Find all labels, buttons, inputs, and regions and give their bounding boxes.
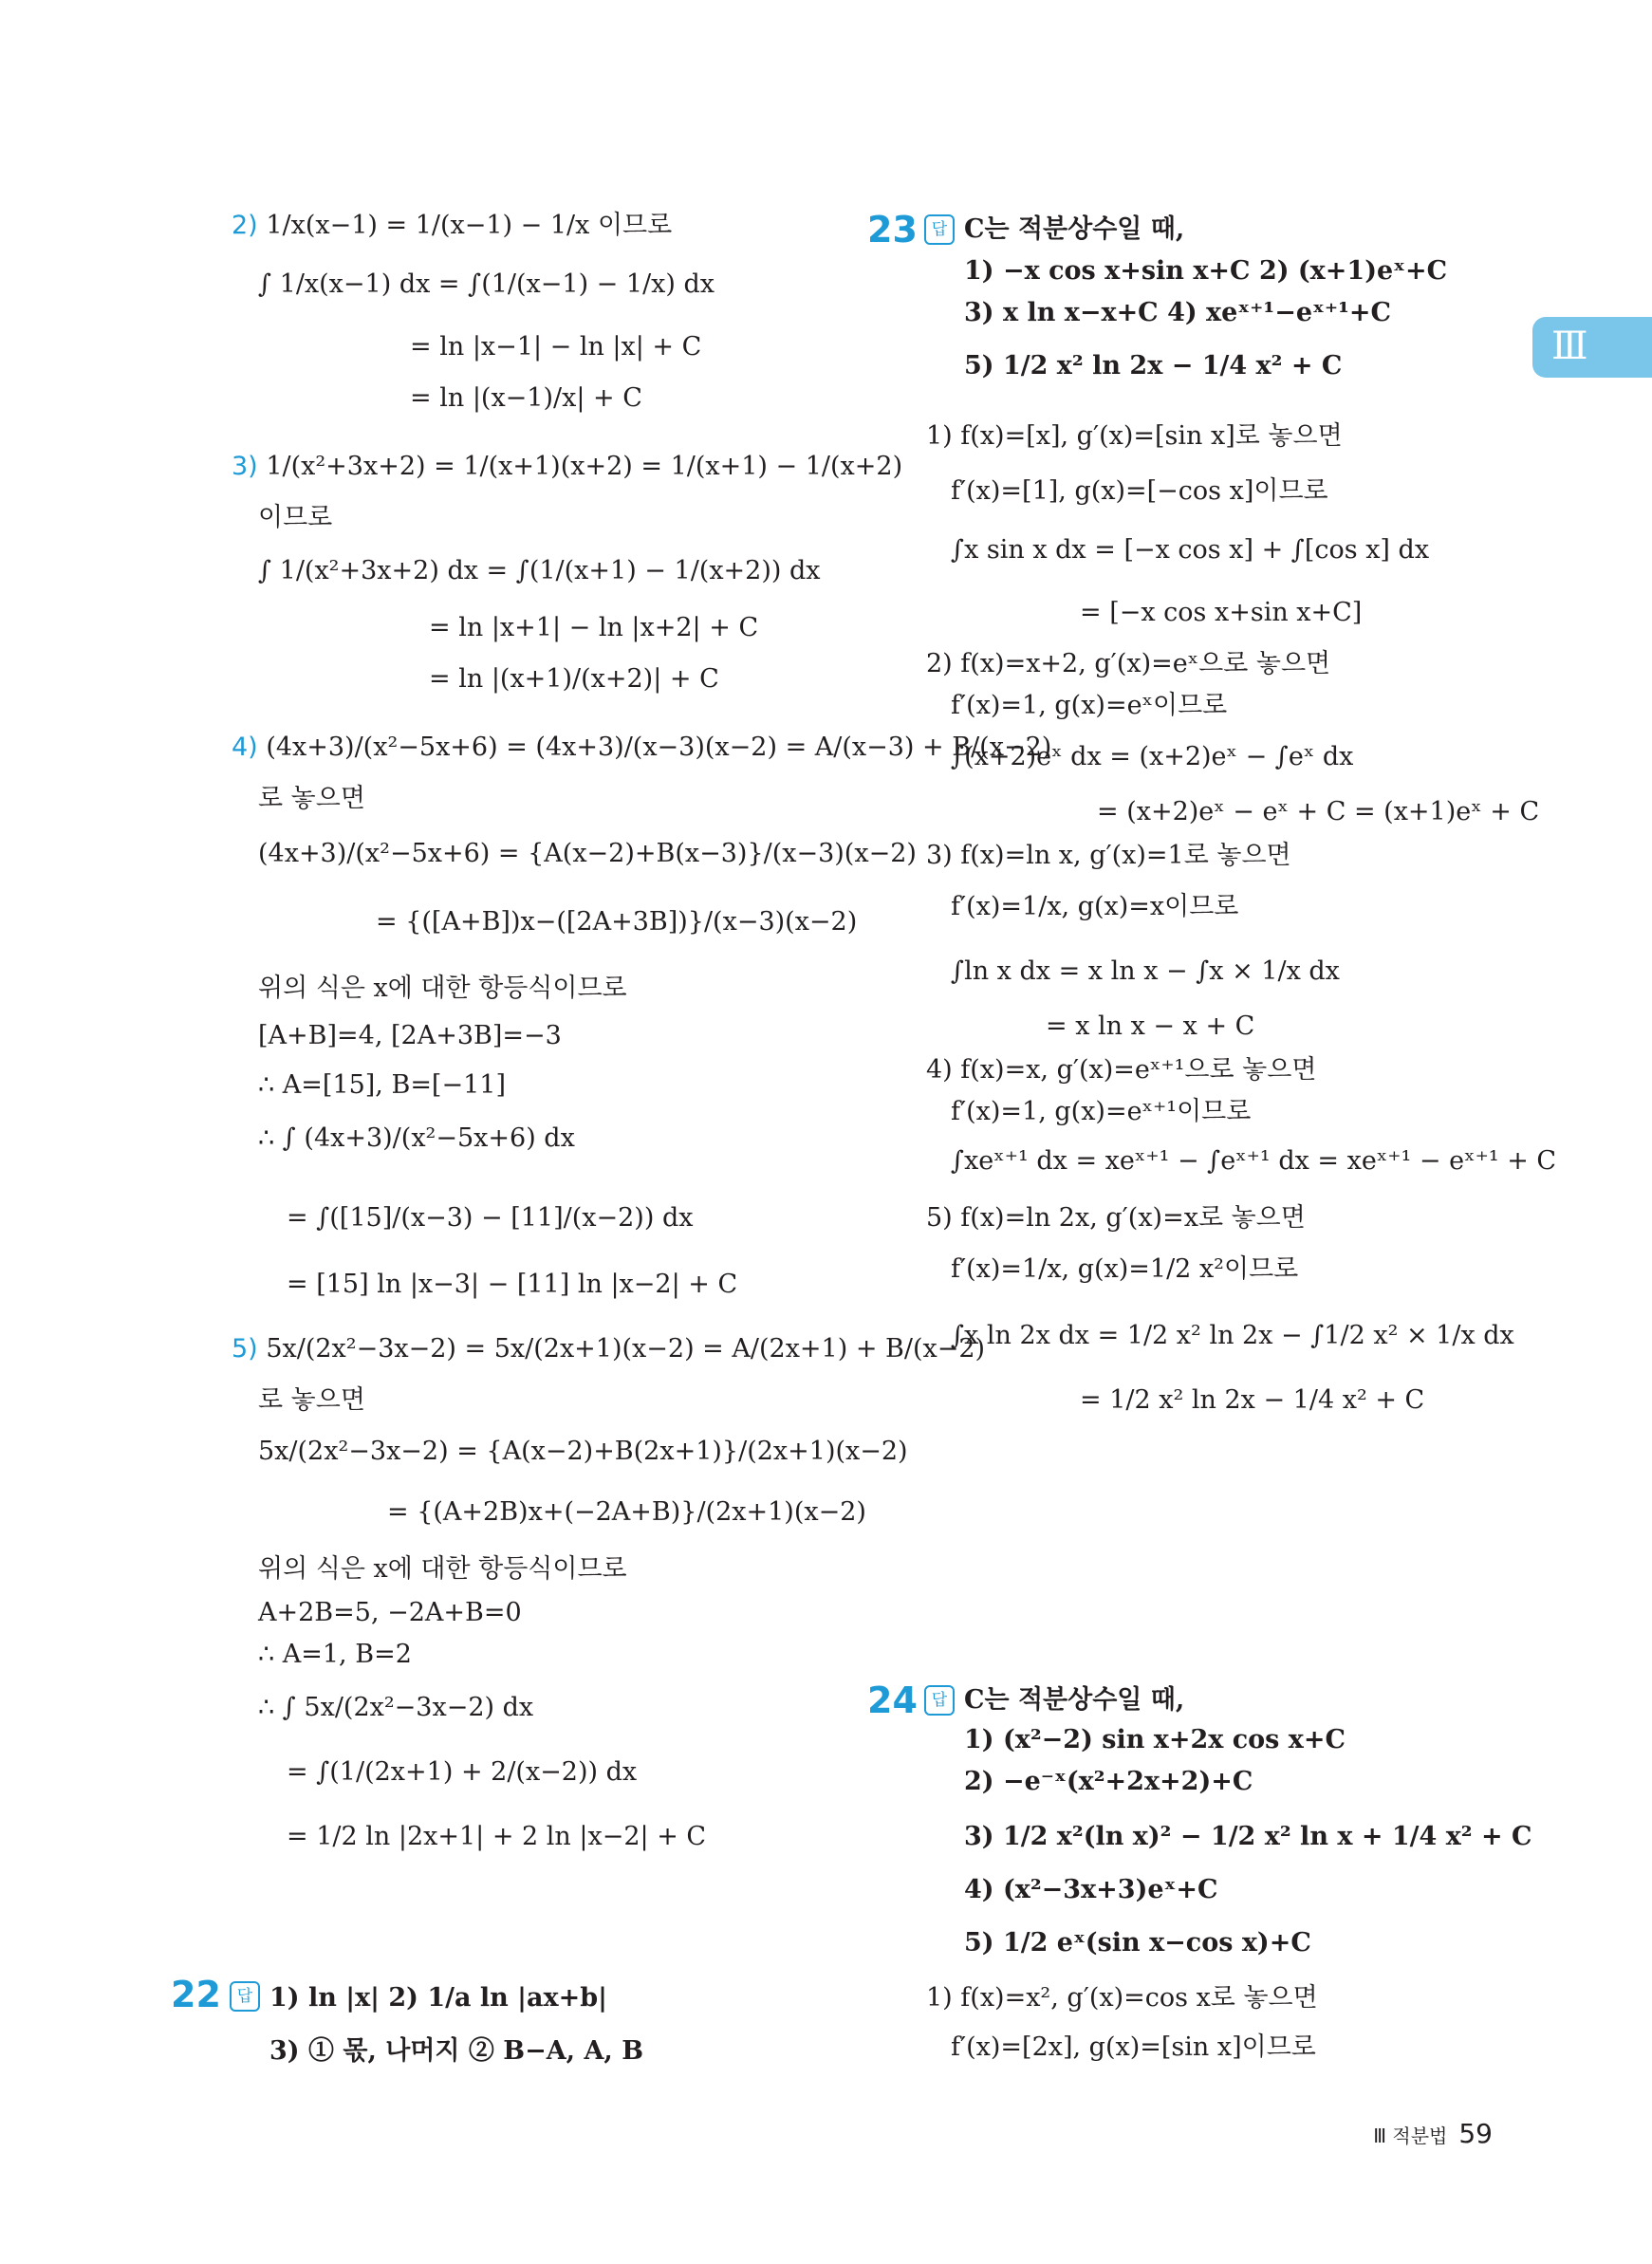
left-line: = ∫([15]/(x−3) − [11]/(x−2)) dx xyxy=(287,1203,694,1233)
left-line: ∴ ∫ (4x+3)/(x²−5x+6) dx xyxy=(258,1123,575,1153)
left-line: 4) (4x+3)/(x²−5x+6) = (4x+3)/(x−3)(x−2) = A/(x−3) + B/(x−2) xyxy=(232,733,1052,762)
right-line: ∫xeˣ⁺¹ dx = xeˣ⁺¹ − ∫eˣ⁺¹ dx = xeˣ⁺¹ − eˣ⁺¹ + C xyxy=(951,1146,1557,1176)
page-number: 59 xyxy=(1458,2118,1493,2149)
right-line: f′(x)=1, g(x)=eˣ이므로 xyxy=(951,691,1228,720)
q24-answer: 1) (x²−2) sin x+2x cos x+C xyxy=(964,1725,1346,1754)
left-line: = ln |x+1| − ln |x+2| + C xyxy=(429,613,759,642)
right-line: ∫(x+2)eˣ dx = (x+2)eˣ − ∫eˣ dx xyxy=(951,742,1354,771)
right-line: 3) f(x)=ln x, g′(x)=1로 놓으면 xyxy=(926,841,1291,870)
left-line: ∴ ∫ 5x/(2x²−3x−2) dx xyxy=(258,1693,534,1722)
left-line: = ln |x−1| − ln |x| + C xyxy=(410,332,702,362)
right-line: 5) f(x)=ln 2x, g′(x)=x로 놓으면 xyxy=(926,1203,1306,1233)
left-line: 5) 5x/(2x²−3x−2) = 5x/(2x+1)(x−2) = A/(2x+1) + B/(x−2) xyxy=(232,1334,986,1364)
left-line: = ln |(x−1)/x| + C xyxy=(410,383,642,413)
left-line: = [15] ln |x−3| − [11] ln |x−2| + C xyxy=(287,1270,738,1299)
right-line: ∫x ln 2x dx = 1/2 x² ln 2x − ∫1/2 x² × 1/x dx xyxy=(951,1321,1514,1350)
question-number-22: 22 xyxy=(171,1974,221,2015)
left-line: = {([A+B])x−([2A+3B])}/(x−3)(x−2) xyxy=(376,907,858,937)
right-line: = 1/2 x² ln 2x − 1/4 x² + C xyxy=(1080,1385,1425,1415)
page-footer xyxy=(1373,2118,1493,2149)
footer-section: Ⅲ 적분법 xyxy=(1373,2125,1448,2147)
right-line: 2) f(x)=x+2, g′(x)=eˣ으로 놓으면 xyxy=(926,649,1331,678)
q24-answer: 3) 1/2 x²(ln x)² − 1/2 x² ln x + 1/4 x² + C xyxy=(964,1822,1532,1851)
left-line: ∫ 1/(x²+3x+2) dx = ∫(1/(x+1) − 1/(x+2)) dx xyxy=(258,556,821,585)
left-line: = ∫(1/(2x+1) + 2/(x−2)) dx xyxy=(287,1757,638,1787)
right-line: f′(x)=[1], g(x)=[−cos x]이므로 xyxy=(951,476,1328,506)
answer-badge: 답 xyxy=(924,214,955,245)
right-line: 1) f(x)=[x], g′(x)=[sin x]로 놓으면 xyxy=(926,421,1343,451)
left-line: 위의 식은 x에 대한 항등식이므로 xyxy=(258,974,627,1003)
q24-answer: 5) 1/2 eˣ(sin x−cos x)+C xyxy=(964,1928,1311,1958)
q24-header: C는 적분상수일 때, xyxy=(964,1685,1185,1715)
right-line: = (x+2)eˣ − eˣ + C = (x+1)eˣ + C xyxy=(1097,797,1540,826)
left-line: (4x+3)/(x²−5x+6) = {A(x−2)+B(x−3)}/(x−3)(x−2) xyxy=(258,839,917,868)
left-line: 이므로 xyxy=(258,503,333,532)
section-tab xyxy=(1532,317,1652,378)
left-line: 5x/(2x²−3x−2) = {A(x−2)+B(2x+1)}/(2x+1)(x−2) xyxy=(258,1437,908,1466)
left-line: = 1/2 ln |2x+1| + 2 ln |x−2| + C xyxy=(287,1822,707,1851)
left-line: 로 놓으면 xyxy=(258,784,365,813)
answer-badge: 답 xyxy=(924,1685,955,1716)
right-line: = x ln x − x + C xyxy=(1046,1011,1255,1041)
q24-answer: 2) −e⁻ˣ(x²+2x+2)+C xyxy=(964,1767,1253,1796)
q23-header: C는 적분상수일 때, xyxy=(964,214,1185,244)
right-line: = [−x cos x+sin x+C] xyxy=(1080,598,1363,627)
q23-answer: 5) 1/2 x² ln 2x − 1/4 x² + C xyxy=(964,351,1343,380)
left-line: 로 놓으면 xyxy=(258,1385,365,1415)
right-column xyxy=(816,0,1557,2264)
right-line: 1) f(x)=x², g′(x)=cos x로 놓으면 xyxy=(926,1983,1318,2013)
q23-answer: 1) −x cos x+sin x+C 2) (x+1)eˣ+C xyxy=(964,256,1448,286)
right-line: f′(x)=1, g(x)=eˣ⁺¹이므로 xyxy=(951,1097,1252,1126)
left-line: A+2B=5, −2A+B=0 xyxy=(258,1598,522,1627)
left-line: [A+B]=4, [2A+3B]=−3 xyxy=(258,1021,562,1050)
right-line: f′(x)=1/x, g(x)=x이므로 xyxy=(951,892,1239,921)
q24-answer: 4) (x²−3x+3)eˣ+C xyxy=(964,1875,1218,1904)
right-line: 4) f(x)=x, g′(x)=eˣ⁺¹으로 놓으면 xyxy=(926,1055,1317,1085)
right-line: ∫ln x dx = x ln x − ∫x × 1/x dx xyxy=(951,956,1340,986)
question-number-23: 23 xyxy=(867,209,918,251)
right-line: ∫x sin x dx = [−x cos x] + ∫[cos x] dx xyxy=(951,535,1430,565)
left-line: 2) 1/x(x−1) = 1/(x−1) − 1/x 이므로 xyxy=(232,211,673,240)
right-line: f′(x)=[2x], g(x)=[sin x]이므로 xyxy=(951,2032,1316,2062)
left-line: ∫ 1/x(x−1) dx = ∫(1/(x−1) − 1/x) dx xyxy=(258,269,715,299)
left-line: ∴ A=1, B=2 xyxy=(258,1640,412,1669)
q22-answer-line2: 3) ① 몫, 나머지 ② B−A, A, B xyxy=(269,2036,644,2066)
left-line: 3) 1/(x²+3x+2) = 1/(x+1)(x+2) = 1/(x+1) − 1/(x+2) xyxy=(232,452,903,481)
question-number-24: 24 xyxy=(867,1679,918,1721)
answer-badge: 답 xyxy=(230,1981,260,2012)
left-line: = ln |(x+1)/(x+2)| + C xyxy=(429,664,719,694)
left-line: = {(A+2B)x+(−2A+B)}/(2x+1)(x−2) xyxy=(387,1497,866,1527)
right-line: f′(x)=1/x, g(x)=1/2 x²이므로 xyxy=(951,1254,1299,1284)
left-line: ∴ A=[15], B=[−11] xyxy=(258,1070,506,1100)
q23-answer: 3) x ln x−x+C 4) xeˣ⁺¹−eˣ⁺¹+C xyxy=(964,298,1392,327)
left-line: 위의 식은 x에 대한 항등식이므로 xyxy=(258,1554,627,1584)
section-tab-label: Ⅲ xyxy=(1551,325,1587,368)
q22-answer-line1: 1) ln |x| 2) 1/a ln |ax+b| xyxy=(269,1983,607,2013)
